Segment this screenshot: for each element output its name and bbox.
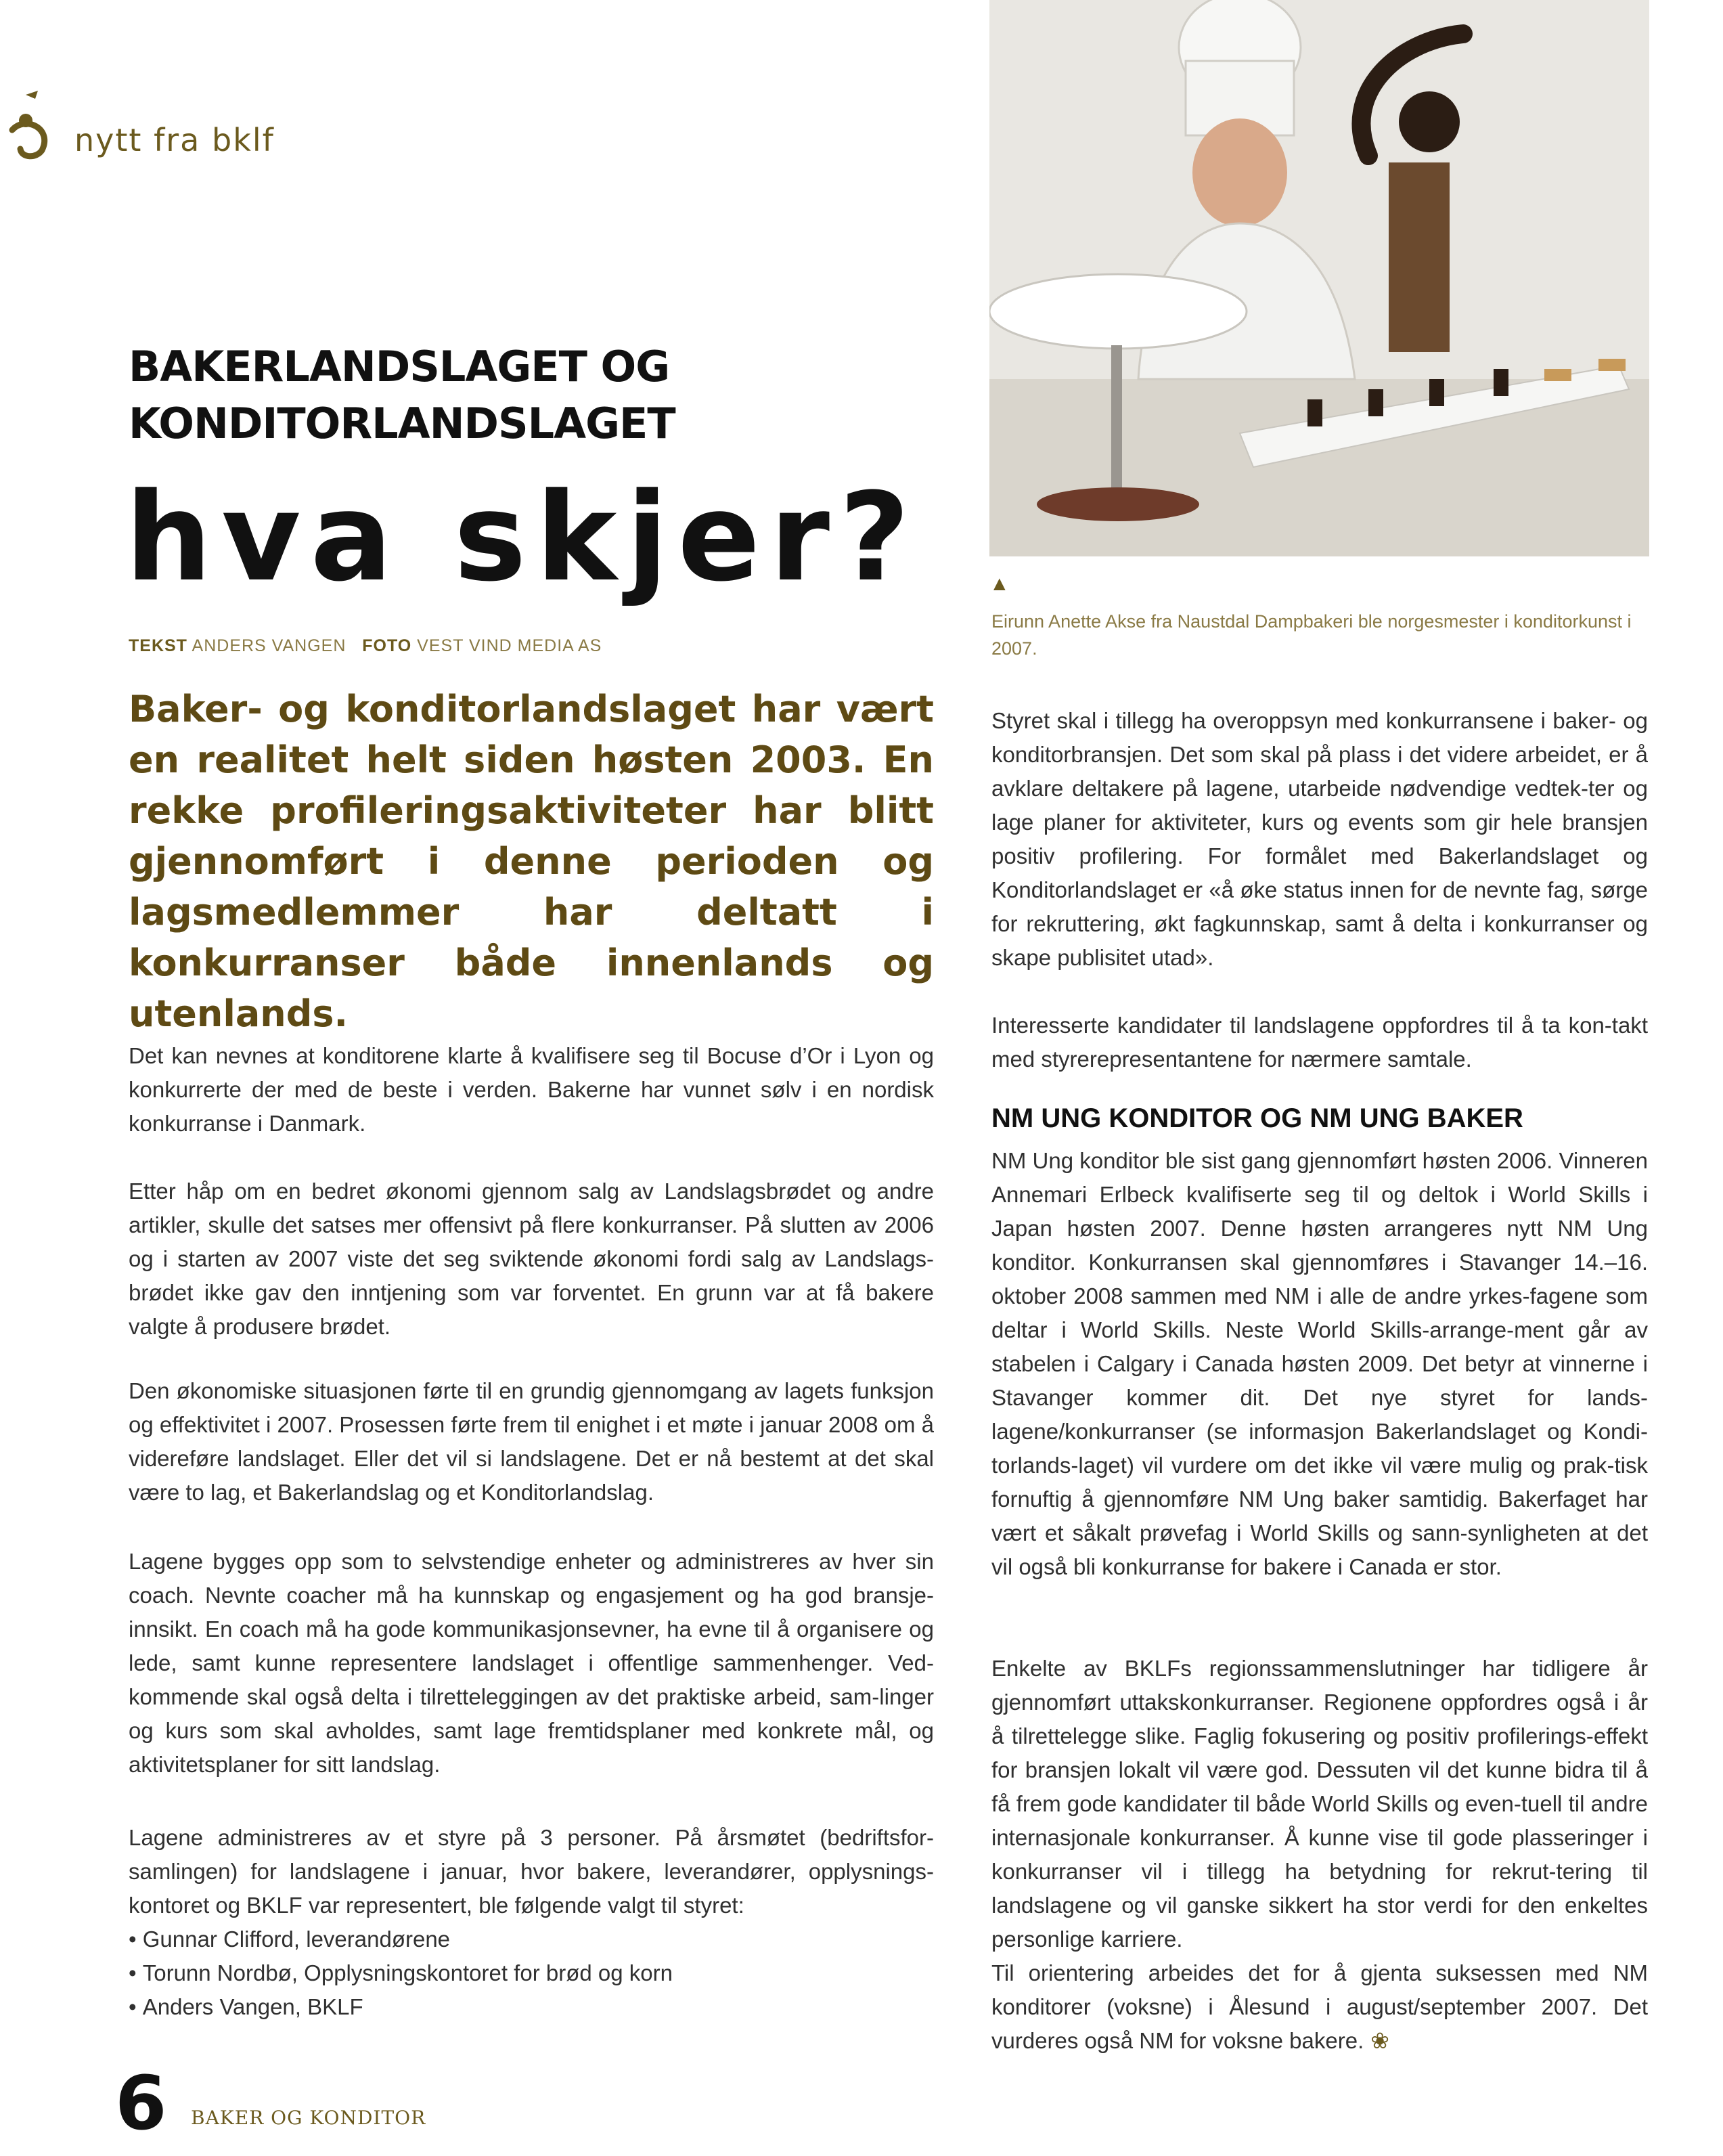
byline-photo-label: FOTO <box>362 636 412 655</box>
title-line-2: KONDITORLANDSLAGET <box>129 399 675 448</box>
body-paragraph-last <box>991 1956 1648 2058</box>
body-paragraph: Lagene administreres av et styre på 3 personer. På årsmøtet (bedriftsfor-samlingen) for landslagene i januar, hvor bakere, leverandører, opplysnings-kontoret og BKLF var representert, ble følgende valgt til styret: <box>129 1825 934 1918</box>
board-member-list <box>129 1922 934 2024</box>
body-paragraph-text: Til orientering arbeides det for å gjenta suksessen med NM konditorer (voksne) i Ålesund i august/september 2007. Det vurderes også NM for voksne bakere. <box>991 1960 1648 2053</box>
title-line-1: BAKERLANDSLAGET OG <box>129 342 670 391</box>
page-number: 6 <box>115 2060 167 2147</box>
byline <box>129 636 602 656</box>
body-paragraph: Enkelte av BKLFs regionssammenslutninger har tidligere år gjennomført uttakskonkurranser. Regionene oppfordres også i år å tilrettelegge slike. Faglig fokusering og positiv profilerings-effekt for bransjen lokalt vil være god. Dessuten vil det kunne bidra til å få frem gode kandidater til både World Skills og even-tuell til andre internasjonale konkurranser. Å kunne vise til gode plasseringer i konkurranser vil i tillegg ha betydning for rekrut-tering til landslagene og vil ganske sikkert ha stor verdi for den enkeltes personlige karriere. <box>991 1656 1648 1952</box>
lead-paragraph: Baker- og konditorlandslaget har vært en realitet helt siden høsten 2003. En rekke profileringsaktiviteter har blitt gjennomført i denne perioden og lagsmedlemmer har deltatt i konkurranser både innenlands og utenlands. <box>129 688 934 1035</box>
byline-text-label: TEKST <box>129 636 187 655</box>
section-label: nytt fra bklf <box>74 122 275 158</box>
body-paragraph: Lagene bygges opp som to selvstendige enheter og administreres av hver sin coach. Nevnte coacher må ha kunnskap og engasjement og ha god bransje-innsikt. En coach må ha gode kommunikasjonsevner, ha evne til å organisere og lede, samt kunne representere landslaget i offentlige sammenhenger. Ved-kommende skal også delta i tilretteleggingen av det praktiske arbeid, sam-linger og kurs som skal avholdes, samt lage fremtidsplaner med konkrete mål, og aktivitetsplaner for sitt landslag. <box>129 1549 934 1777</box>
byline-photographer: VEST VIND MEDIA AS <box>417 636 602 655</box>
magazine-logo-icon <box>5 88 60 162</box>
body-paragraph: Interesserte kandidater til landslagene oppfordres til å ta kon-takt med styrerepresentantene for nærmere samtale. <box>991 1013 1648 1072</box>
end-of-article-icon: ❀ <box>1370 2028 1389 2053</box>
title-display: hva skjer? <box>125 467 920 609</box>
list-item: • Anders Vangen, BKLF <box>129 1990 934 2024</box>
body-paragraph: Den økonomiske situasjonen førte til en grundig gjennomgang av lagets funksjon og effektivitet i 2007. Prosessen førte frem til enighet i et møte i januar 2008 om å videreføre landslaget. Eller det vil si landslagene. Det er nå bestemt at det skal være to lag, et Bakerlandslag og et Konditorlandslag. <box>129 1378 934 1505</box>
body-paragraph: Det kan nevnes at konditorene klarte å kvalifisere seg til Bocuse d’Or i Lyon og konkurrerte der med de beste i verden. Bakerne har vunnet sølv i en nordisk konkurranse i Danmark. <box>129 1043 934 1136</box>
magazine-name: BAKER OG KONDITOR <box>191 2107 426 2129</box>
body-paragraph: Etter håp om en bedret økonomi gjennom salg av Landslagsbrødet og andre artikler, skulle det satses mer offensivt på flere konkurranser. På slutten av 2006 og i starten av 2007 viste det seg sviktende økonomi fordi salg av Landslags-brødet ikke gav den inntjening som var forventet. En grunn var at få bakere valgte å produsere brødet. <box>129 1179 934 1339</box>
body-paragraph: NM Ung konditor ble sist gang gjennomført høsten 2006. Vinneren Annemari Erlbeck kvalifiserte seg til og deltok i World Skills i Japan høsten 2007. Denne høsten arrangeres nytt NM Ung konditor. Konkurransen skal gjennomføres i Stavanger 14.–16. oktober 2008 sammen med NM i alle de andre yrkes-fagene som deltar i World Skills. Neste World Skills-arrange-ment går av stabelen i Calgary i Canada høsten 2009. Det betyr at vinnerne i Stavanger kommer dit. Det nye styret for lands-lagene/konkurranser (se informasjon Bakerlandslaget og Kondi-torlands-laget) vil vurdere om det ikke vil være mulig og prak-tisk fornuftig å gjennomføre NM Ung baker samtidig. Bakerfaget har vært et såkalt prøvefag i World Skills og sann-synligheten at det vil også bli konkurranse for bakere i Canada er stor. <box>991 1148 1648 1579</box>
caption-arrow-icon: ▲ <box>989 573 1010 595</box>
photo-caption: Eirunn Anette Akse fra Naustdal Dampbakeri ble norgesmester i konditorkunst i 2007. <box>991 611 1632 659</box>
article-photo <box>989 0 1649 556</box>
subheading: NM UNG KONDITOR OG NM UNG BAKER <box>991 1103 1523 1133</box>
article-title <box>129 338 941 452</box>
byline-author: ANDERS VANGEN <box>192 636 346 655</box>
body-paragraph: Styret skal i tillegg ha overoppsyn med konkurransene i baker- og konditorbransjen. Det som skal på plass i det videre arbeidet, er å avklare deltakere på lagene, utarbeide nødvendige vedtek-ter og lage planer for aktiviteter, kurs og events som gir hele bransjen positiv profilering. For formålet med Bakerlandslaget og Konditorlandslaget er «å øke status innen for de nevnte fag, sørge for rekruttering, økt fagkunnskap, samt å delta i konkurranser og skape publisitet utad». <box>991 708 1648 970</box>
list-item: • Torunn Nordbø, Opplysningskontoret for brød og korn <box>129 1956 934 1990</box>
list-item: • Gunnar Clifford, leverandørene <box>129 1922 934 1956</box>
